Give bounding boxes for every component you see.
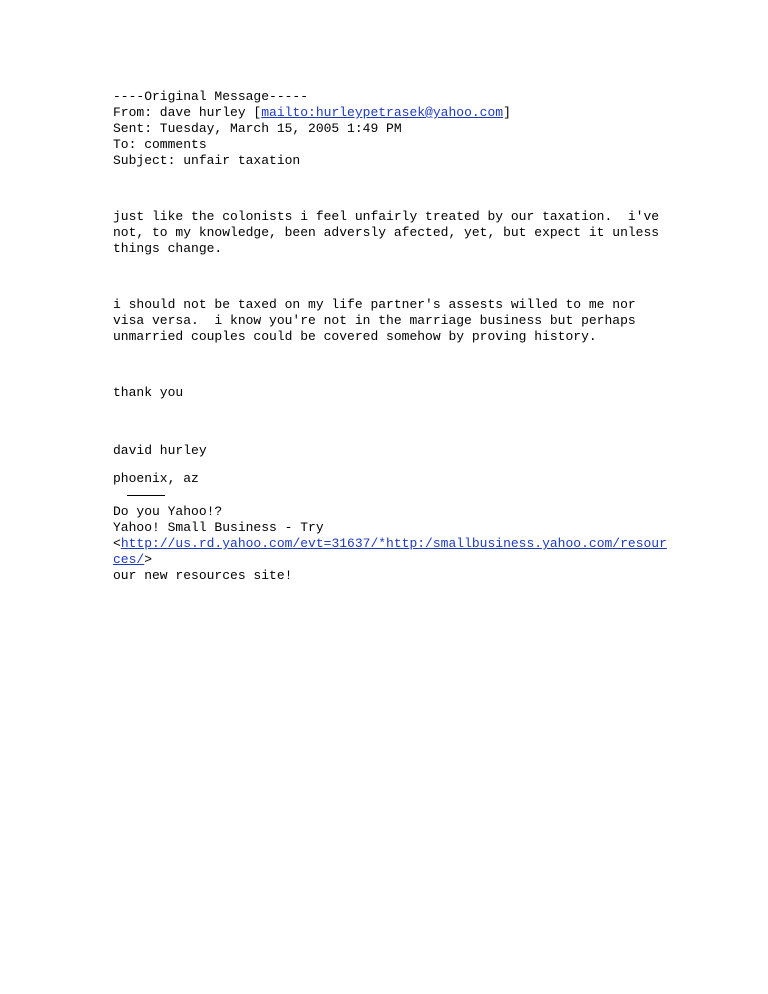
body-paragraph-2-line: visa versa. i know you're not in the marriage business but perhaps	[113, 313, 636, 328]
body-paragraph-2	[113, 297, 673, 345]
to-line: To: comments	[113, 137, 207, 152]
footer-line-4: our new resources site!	[113, 568, 293, 583]
footer-link-line	[113, 536, 673, 568]
link-close-bracket: >	[144, 552, 153, 567]
original-message-header: ----Original Message-----	[113, 89, 309, 104]
email-document	[113, 89, 673, 584]
body-paragraph-1-line: not, to my knowledge, been adversly afected, yet, but expect it unless	[113, 225, 660, 240]
signature-divider	[127, 487, 165, 496]
signature-name: david hurley	[113, 443, 207, 458]
signature-location: phoenix, az	[113, 471, 199, 486]
from-line	[113, 105, 673, 121]
from-suffix: ]	[503, 105, 511, 120]
body-paragraph-1-line: things change.	[113, 241, 223, 256]
from-prefix: From: dave hurley [	[113, 105, 262, 120]
sent-line: Sent: Tuesday, March 15, 2005 1:49 PM	[113, 121, 402, 136]
body-paragraph-2-line: i should not be taxed on my life partner's assests willed to me nor	[113, 297, 636, 312]
from-mailto-link[interactable]: mailto:hurleypetrasek@yahoo.com	[261, 105, 504, 120]
body-paragraph-1	[113, 209, 673, 257]
link-open-bracket: <	[113, 536, 121, 551]
thank-you: thank you	[113, 385, 184, 400]
resources-link[interactable]: http://us.rd.yahoo.com/evt=31637/*http:/smallbusiness.yahoo.com/resources/	[113, 536, 667, 567]
body-paragraph-1-line: just like the colonists i feel unfairly treated by our taxation. i've	[113, 209, 660, 224]
footer-line-2: Yahoo! Small Business - Try	[113, 520, 324, 535]
body-paragraph-2-line: unmarried couples could be covered somehow by proving history.	[113, 329, 597, 344]
subject-line: Subject: unfair taxation	[113, 153, 301, 168]
footer-line-1: Do you Yahoo!?	[113, 504, 223, 519]
